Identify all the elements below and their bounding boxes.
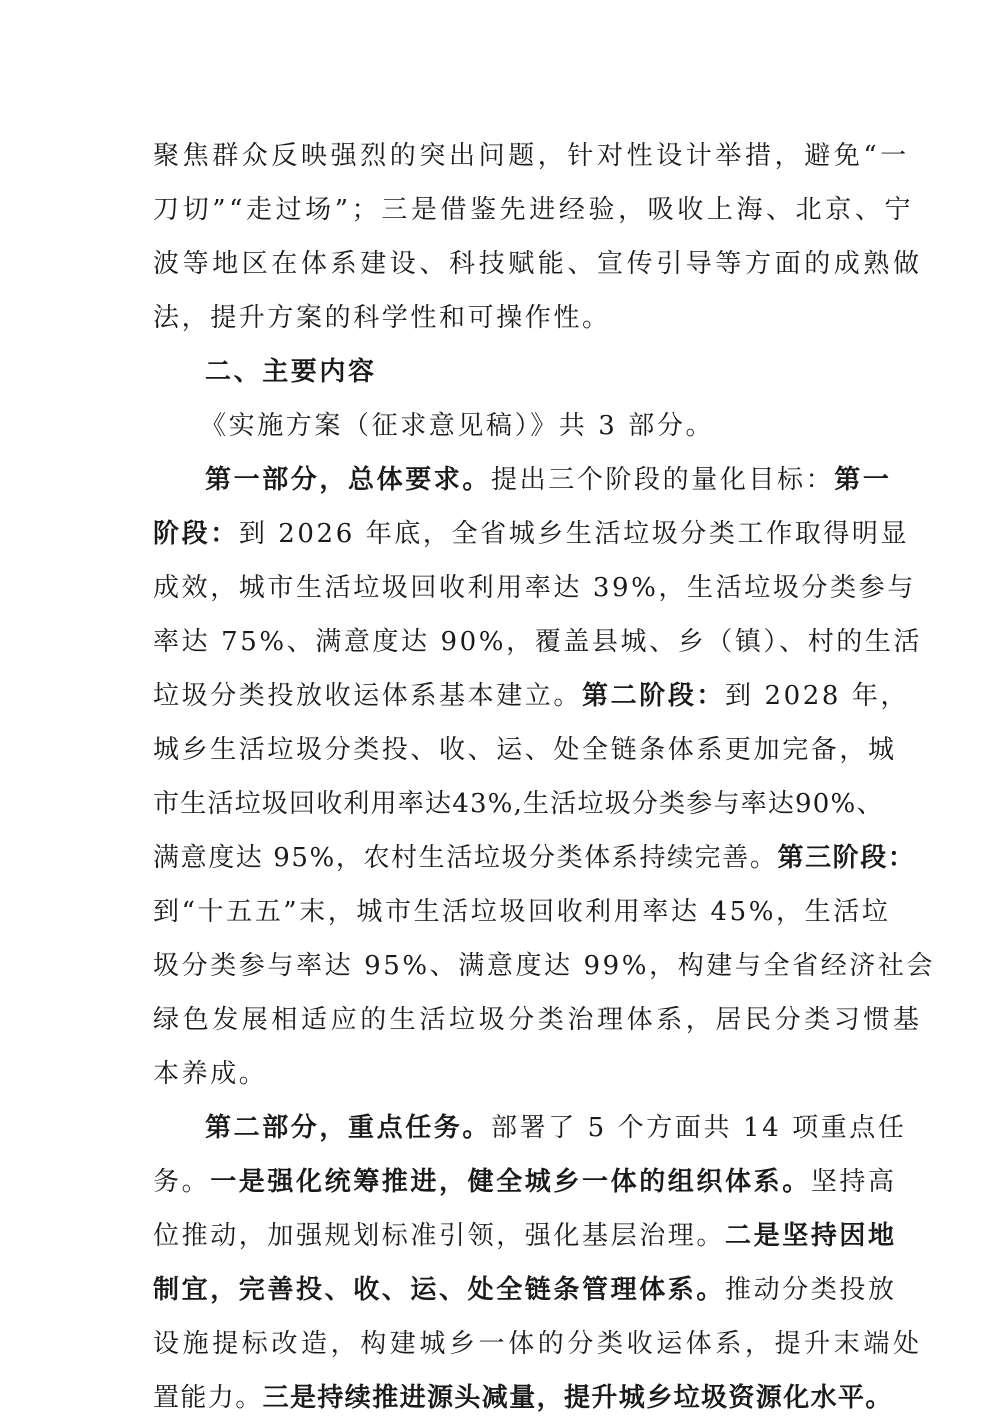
part1-line: 成效，城市生活垃圾回收利用率达 39%，生活垃圾分类参与 xyxy=(153,573,916,603)
part2-text: 坚持高 xyxy=(810,1167,897,1197)
part2-title: 第二部分，重点任务。 xyxy=(205,1113,492,1143)
intro-line: 《实施方案（征求意见稿）》共 3 部分。 xyxy=(200,411,715,441)
paragraph-line: 法，提升方案的科学性和可操作性。 xyxy=(153,303,611,333)
task-heading: 三是持续推进源头减量，提升城乡垃圾资源化水平。 xyxy=(262,1383,893,1413)
part2-line xyxy=(153,1263,897,1317)
part1-title: 第一部分，总体要求。 xyxy=(205,465,492,495)
part1-text: 到 2028 年， xyxy=(725,681,910,711)
part2-text: 推动分类投放 xyxy=(725,1275,897,1305)
part2-text: 置能力。 xyxy=(153,1383,263,1413)
task-heading: 二是坚持因地 xyxy=(725,1221,897,1251)
part2-text: 部署了 5 个方面共 14 项重点任 xyxy=(491,1113,907,1143)
stage-label: 第二阶段： xyxy=(582,681,726,711)
stage-label: 第一 xyxy=(834,465,892,495)
part1-line: 圾分类参与率达 95%、满意度达 99%，构建与全省经济社会 xyxy=(153,951,936,981)
stage-label: 第三阶段： xyxy=(777,843,916,873)
part1-line: 率达 75%、满意度达 90%，覆盖县城、乡（镇）、村的生活 xyxy=(153,627,923,657)
part2-line xyxy=(153,1371,893,1413)
paragraph-line: 波等地区在体系建设、科技赋能、宣传引导等方面的成熟做 xyxy=(153,249,923,279)
section-heading: 二、主要内容 xyxy=(205,357,377,387)
part1-text: 垃圾分类投放收运体系基本建立。 xyxy=(153,681,583,711)
stage-label: 阶段： xyxy=(153,519,239,549)
part1-text: 到 2026 年底，全省城乡生活垃圾分类工作取得明显 xyxy=(238,519,910,549)
task-heading: 制宜，完善投、收、运、处全链条管理体系。 xyxy=(153,1275,726,1305)
part2-line: 设施提标改造，构建城乡一体的分类收运体系，提升末端处 xyxy=(153,1329,923,1359)
paragraph-line: 刀切”“走过场”；三是借鉴先进经验，吸收上海、北京、宁 xyxy=(153,195,915,225)
part1-line xyxy=(153,669,910,723)
part2-line xyxy=(153,1155,897,1209)
part2-text: 位推动，加强规划标准引领，强化基层治理。 xyxy=(153,1221,726,1251)
task-heading: 一是强化统筹推进，健全城乡一体的组织体系。 xyxy=(210,1167,811,1197)
part1-text: 提出三个阶段的量化目标： xyxy=(491,465,835,495)
part1-line: 市生活垃圾回收利用率达43%,生活垃圾分类参与率达90%、 xyxy=(153,789,884,819)
part1-line xyxy=(205,453,892,507)
part2-line xyxy=(153,1209,897,1263)
part1-line: 绿色发展相适应的生活垃圾分类治理体系，居民分类习惯基 xyxy=(153,1005,923,1035)
part1-line: 本养成。 xyxy=(153,1059,268,1089)
part1-text: 满意度达 95%，农村生活垃圾分类体系持续完善。 xyxy=(153,843,778,873)
paragraph-line: 聚焦群众反映强烈的突出问题，针对性设计举措，避免“一 xyxy=(153,141,910,171)
part2-text: 务。 xyxy=(153,1167,211,1197)
part1-line xyxy=(153,831,916,885)
part2-line xyxy=(205,1101,907,1155)
part1-line xyxy=(153,507,910,561)
part1-line: 城乡生活垃圾分类投、收、运、处全链条体系更加完备，城 xyxy=(153,735,897,765)
part1-line: 到“十五五”末，城市生活垃圾回收利用率达 45%，生活垃 xyxy=(153,897,891,927)
